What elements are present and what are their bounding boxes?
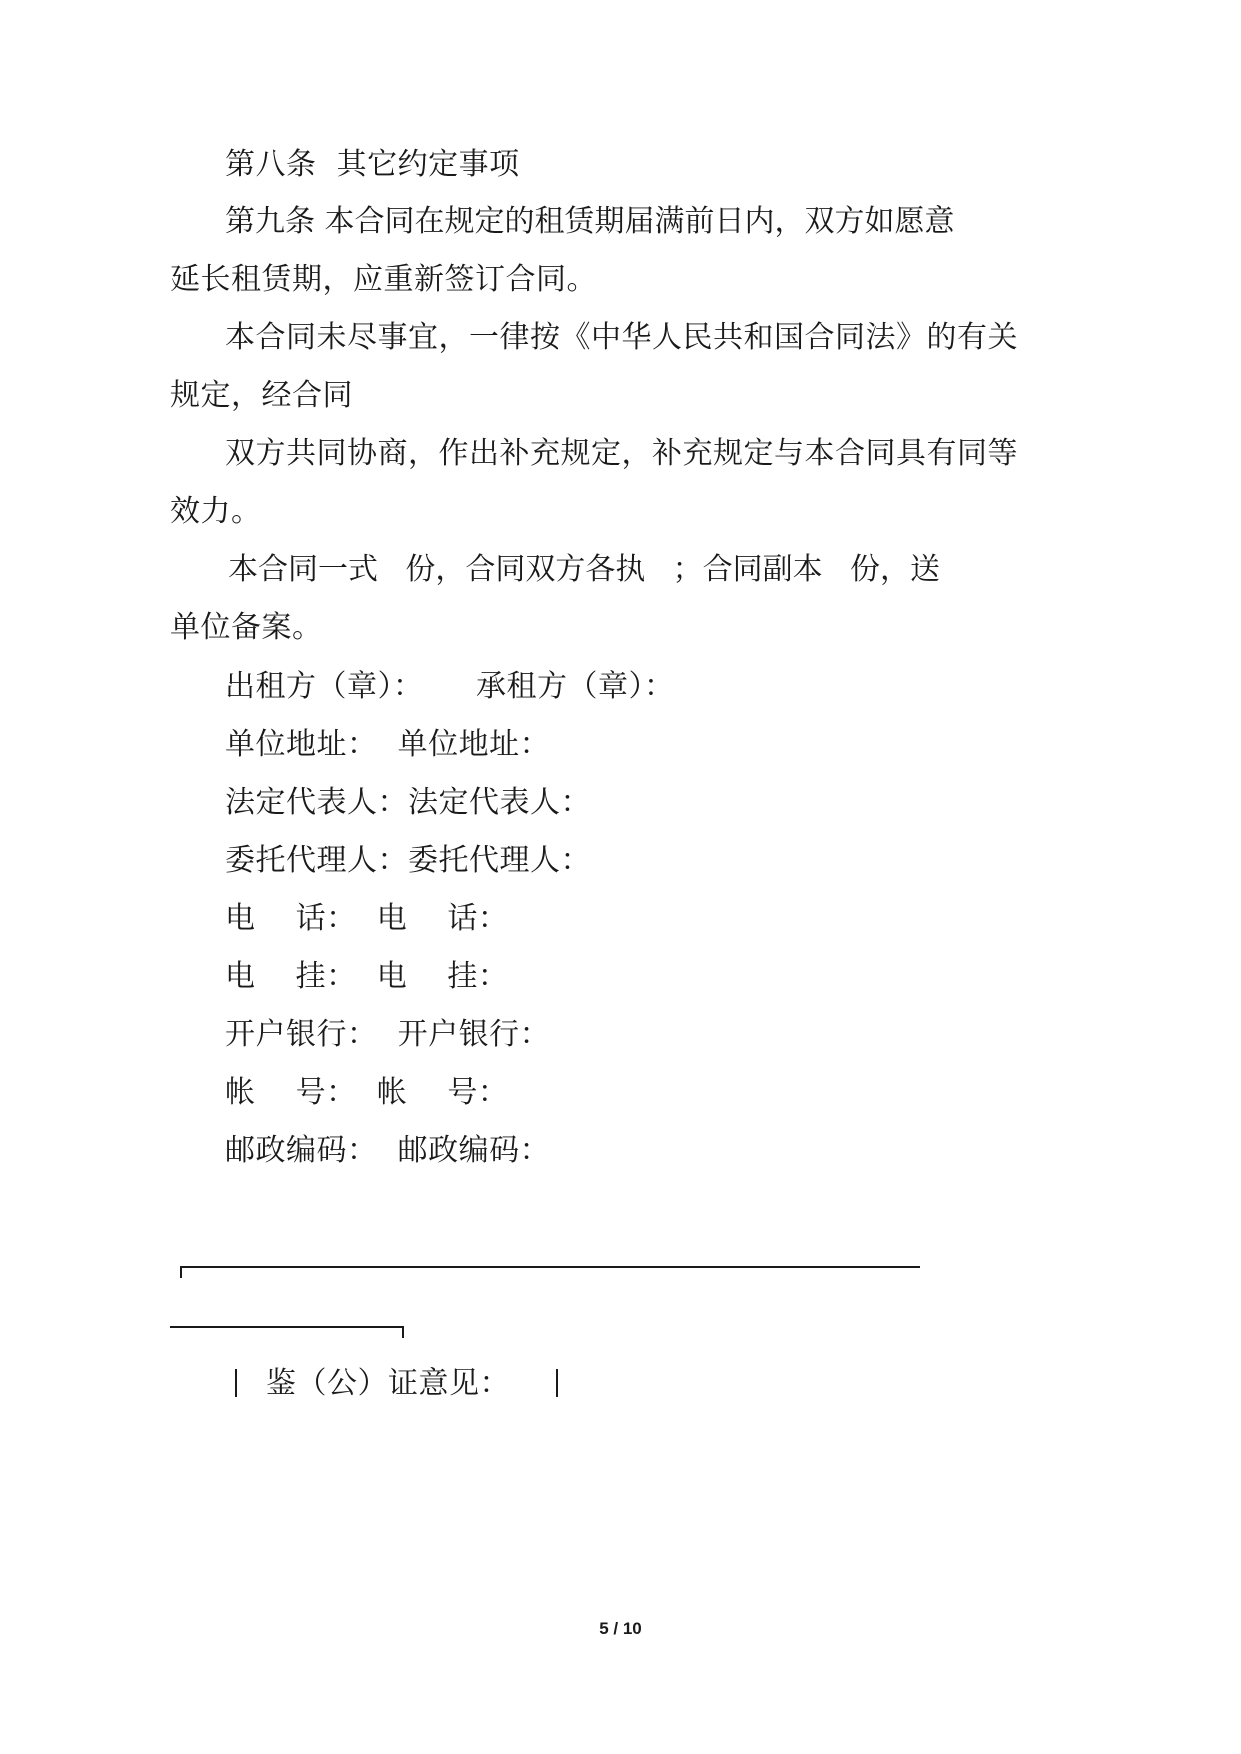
notary-box-top-border-continued bbox=[170, 1326, 404, 1328]
copies-line-2: 单位备案。 bbox=[170, 610, 323, 645]
account-number-line: 帐 号： 帐 号： bbox=[225, 1075, 509, 1110]
notary-box-top-right-corner bbox=[402, 1326, 404, 1338]
copies-text-d: 份，送 bbox=[849, 552, 940, 587]
copies-line-1 bbox=[228, 550, 940, 590]
paragraph-unresolved-line-2: 规定，经合同 bbox=[170, 378, 353, 413]
lessee-seal-label: 承租方（章）： bbox=[476, 669, 675, 704]
authorized-agent-line: 委托代理人：委托代理人： bbox=[225, 843, 591, 878]
paragraph-unresolved-line-1: 本合同未尽事宜，一律按《中华人民共和国合同法》的有关 bbox=[225, 320, 1018, 355]
legal-representative-line: 法定代表人：法定代表人： bbox=[225, 785, 591, 820]
copies-text-c: ；合同副本 bbox=[672, 552, 823, 587]
copies-text-b: 份，合同双方各执 bbox=[405, 552, 646, 587]
article-9-line-1 bbox=[225, 202, 955, 242]
copies-text-a: 本合同一式 bbox=[228, 552, 378, 587]
telegraph-line: 电 挂： 电 挂： bbox=[225, 959, 509, 994]
notary-box-right-border bbox=[556, 1369, 558, 1397]
notary-box-top-border bbox=[180, 1266, 920, 1268]
article-9-text-a: 第九条 本合同在规定的租赁期届满前 bbox=[225, 204, 715, 239]
notary-box-left-border bbox=[235, 1369, 237, 1397]
paragraph-supplement-line-1: 双方共同协商，作出补充规定，补充规定与本合同具有同等 bbox=[225, 436, 1018, 471]
address-field-line: 单位地址： 单位地址： bbox=[225, 727, 551, 762]
postcode-line: 邮政编码： 邮政编码： bbox=[225, 1133, 551, 1168]
article-9-text-b: 日内，双方如愿意 bbox=[714, 204, 955, 239]
telephone-line: 电 话： 电 话： bbox=[225, 901, 509, 936]
notary-opinion-label: 鉴（公）证意见： bbox=[266, 1366, 510, 1401]
lessor-seal-label: 出租方（章）： bbox=[225, 669, 424, 704]
article-8-heading: 第八条 其它约定事项 bbox=[225, 147, 520, 182]
bank-line: 开户银行： 开户银行： bbox=[225, 1017, 551, 1052]
article-9-line-2: 延长租赁期，应重新签订合同。 bbox=[170, 262, 597, 297]
page-number: 5 / 10 bbox=[599, 1619, 642, 1638]
paragraph-supplement-line-2: 效力。 bbox=[170, 494, 262, 529]
